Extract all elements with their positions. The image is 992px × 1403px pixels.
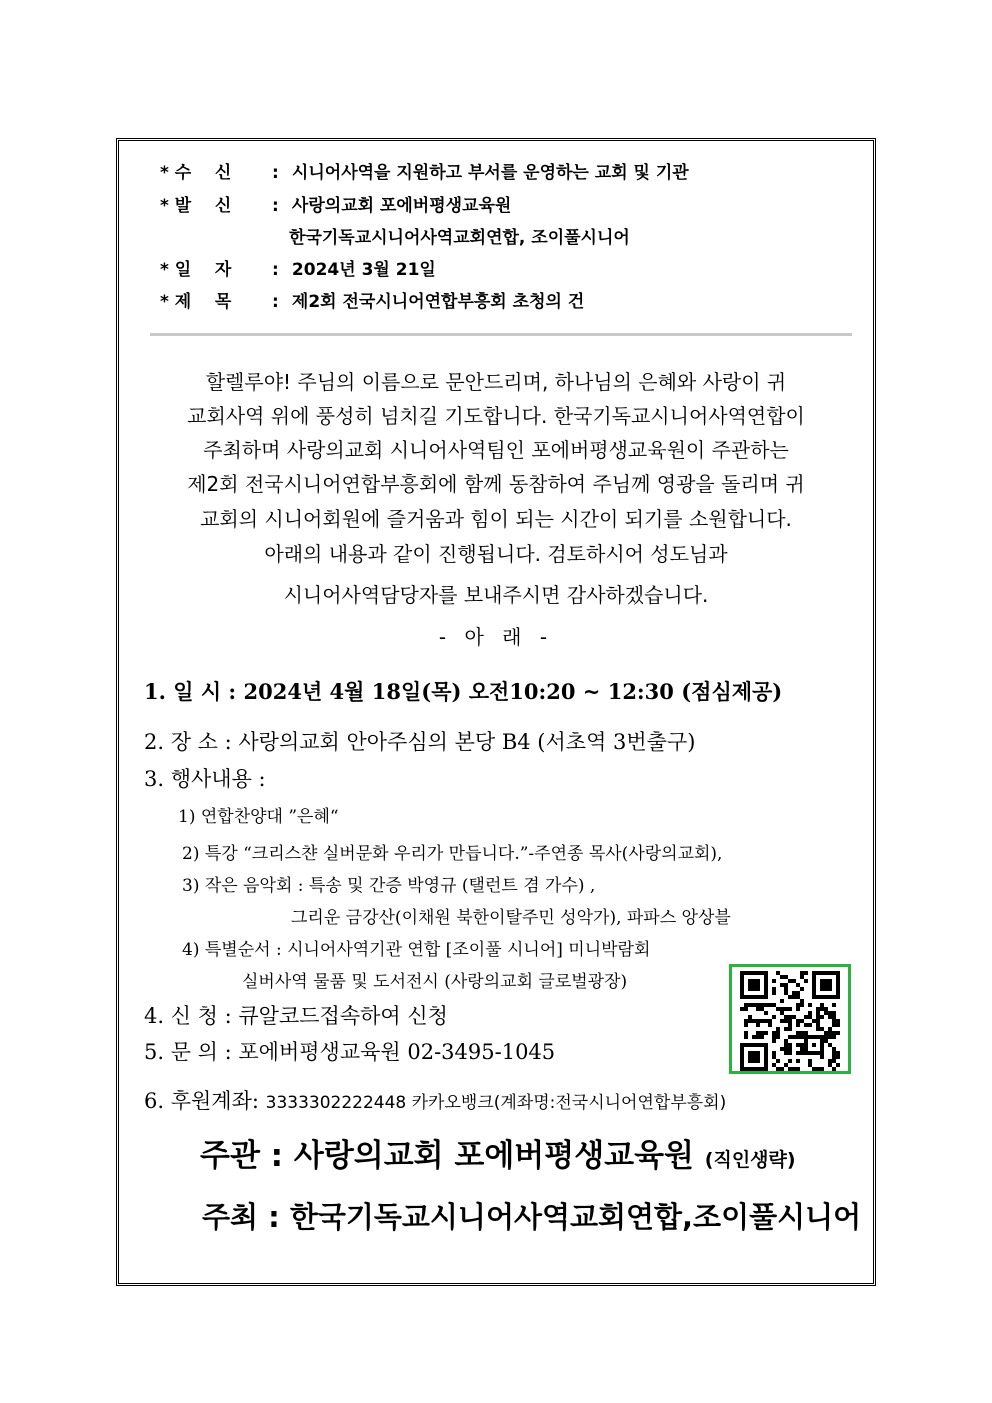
program-item-3-cont: 그리운 금강산(이채원 북한이탈주민 성악가), 파파스 앙상블 bbox=[291, 908, 731, 928]
host-line bbox=[200, 1130, 796, 1175]
body-line: 시니어사역담당자를 보내주시면 감사하겠습니다. bbox=[283, 583, 709, 607]
header-subject bbox=[160, 289, 584, 315]
header-separator: : bbox=[272, 292, 279, 312]
program-item-4-cont: 실버사역 물품 및 도서전시 (사랑의교회 글로벌광장) bbox=[242, 972, 628, 992]
donation-label: 6. 후원계좌: bbox=[144, 1089, 259, 1113]
organizer-line bbox=[202, 1195, 861, 1236]
detail-location: 2. 장 소 : 사랑의교회 안아주심의 본당 B4 (서초역 3번출구) bbox=[144, 730, 696, 754]
organizer-label: 주최 : bbox=[202, 1200, 280, 1234]
detail-datetime: 1. 일 시 : 2024년 4월 18일(목) 오전10:20 ~ 12:30 (점심제공) bbox=[144, 679, 783, 704]
body-line: 주최하며 사랑의교회 시니어사역팀인 포에버평생교육원이 주관하는 bbox=[203, 438, 789, 462]
body-line: 할렐루야! 주님의 이름으로 문안드리며, 하나님의 은혜와 사랑이 귀 bbox=[205, 370, 787, 394]
program-item-4: 4) 특별순서 : 시니어사역기관 연합 [조이풀 시니어] 미니박람회 bbox=[182, 940, 651, 960]
host-value: 사랑의교회 포에버평생교육원 bbox=[293, 1138, 694, 1174]
body-line: 제2회 전국시니어연합부흥회에 함께 동참하여 주님께 영광을 돌리며 귀 bbox=[187, 472, 805, 496]
header-label: * 발 신 bbox=[160, 196, 232, 216]
detail-registration: 4. 신 청 : 큐알코드접속하여 신청 bbox=[144, 1004, 448, 1028]
header-sender-2 bbox=[289, 225, 630, 251]
header-label: * 제 목 bbox=[160, 292, 232, 312]
body-line: 아래의 내용과 같이 진행됩니다. 검토하시어 성도님과 bbox=[264, 542, 728, 566]
header-date bbox=[160, 257, 436, 283]
header-separator: : bbox=[272, 196, 279, 216]
header-value: 제2회 전국시니어연합부흥회 초청의 건 bbox=[291, 292, 585, 312]
header-separator: : bbox=[272, 163, 279, 183]
program-item-3: 3) 작은 음악회 : 특송 및 간증 박영규 (탤런트 겸 가수) , bbox=[182, 876, 596, 896]
header-label: * 수 신 bbox=[160, 163, 232, 183]
seal-omitted-note: (직인생략) bbox=[704, 1149, 796, 1171]
header-value: 시니어사역을 지원하고 부서를 운영하는 교회 및 기관 bbox=[291, 163, 689, 183]
header-value: 2024년 3월 21일 bbox=[291, 260, 436, 280]
host-label: 주관 : bbox=[200, 1138, 284, 1174]
header-recipient bbox=[160, 160, 689, 186]
section-heading: - 아 래 - bbox=[438, 625, 554, 649]
header-separator: : bbox=[272, 260, 279, 280]
qr-code-icon[interactable] bbox=[740, 971, 840, 1071]
program-item-1: 1) 연합찬양대 ”은혜“ bbox=[178, 807, 339, 827]
body-line: 교회사역 위에 풍성히 넘치길 기도합니다. 한국기독교시니어사역연합이 bbox=[187, 404, 805, 428]
body-line: 교회의 시니어회원에 즐거움과 힘이 되는 시간이 되기를 소원합니다. bbox=[200, 507, 792, 531]
qr-code-box[interactable] bbox=[729, 964, 851, 1074]
detail-program-heading: 3. 행사내용 : bbox=[144, 767, 266, 791]
header-value: 한국기독교시니어사역교회연합, 조이풀시니어 bbox=[289, 228, 630, 248]
detail-contact: 5. 문 의 : 포에버평생교육원 02-3495-1045 bbox=[144, 1040, 556, 1064]
detail-donation bbox=[144, 1085, 726, 1115]
header-sender bbox=[160, 193, 511, 219]
header-value: 사랑의교회 포에버평생교육원 bbox=[291, 196, 512, 216]
organizer-value: 한국기독교시니어사역교회연합,조이풀시니어 bbox=[289, 1200, 862, 1234]
donation-account: 3333302222448 카카오뱅크(계좌명:전국시니어연합부흥회) bbox=[265, 1093, 727, 1113]
header-label: * 일 자 bbox=[160, 260, 232, 280]
header-divider bbox=[150, 333, 852, 336]
program-item-2: 2) 특강 “크리스챤 실버문화 우리가 만듭니다.”-주연종 목사(사랑의교회), bbox=[182, 844, 723, 864]
